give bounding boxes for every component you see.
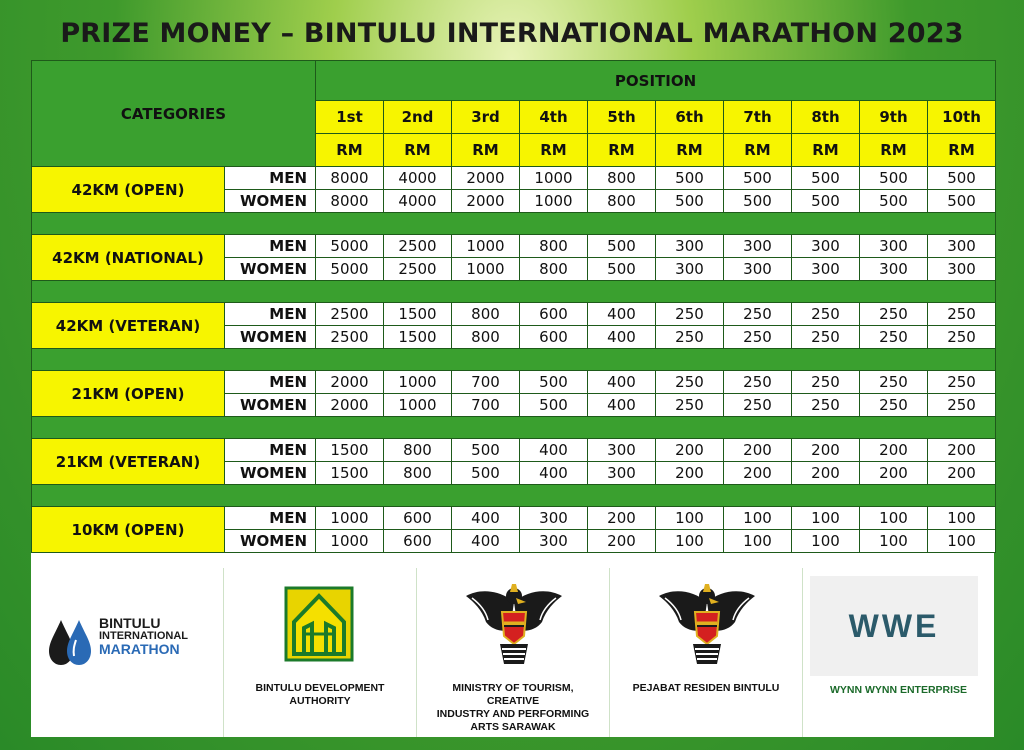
- prize-cell: 600: [384, 507, 452, 530]
- prize-cell: 400: [588, 394, 656, 417]
- prize-cell: 1000: [384, 394, 452, 417]
- page-title: PRIZE MONEY – BINTULU INTERNATIONAL MARATHON 2023: [60, 18, 964, 49]
- currency-label: RM: [520, 134, 588, 167]
- prize-cell: 1000: [452, 258, 520, 281]
- prize-cell: 100: [724, 530, 792, 553]
- prize-cell: 500: [724, 190, 792, 213]
- prize-cell: 250: [724, 326, 792, 349]
- prize-cell: 500: [656, 167, 724, 190]
- gender-label: WOMEN: [225, 394, 316, 417]
- prize-cell: 250: [792, 303, 860, 326]
- prize-cell: 250: [792, 394, 860, 417]
- sponsor-ministry: [417, 568, 610, 737]
- bim-line3: MARATHON: [99, 641, 180, 657]
- category-separator: [32, 213, 996, 235]
- bda-emblem-icon: [284, 586, 354, 662]
- prize-cell: 400: [520, 439, 588, 462]
- prize-cell: 100: [928, 507, 996, 530]
- prize-cell: 250: [724, 394, 792, 417]
- prize-cell: 250: [656, 394, 724, 417]
- table-row: [32, 235, 996, 258]
- bim-drops-icon: [49, 618, 95, 666]
- prize-cell: 500: [792, 190, 860, 213]
- prize-cell: 100: [860, 530, 928, 553]
- position-5-header: 5th: [588, 101, 656, 134]
- category-name: 10KM (OPEN): [32, 507, 225, 553]
- sarawak-crest-icon: [464, 584, 564, 668]
- prize-cell: 300: [792, 235, 860, 258]
- gender-label: MEN: [225, 507, 316, 530]
- prize-cell: 300: [928, 258, 996, 281]
- category-separator: [32, 485, 996, 507]
- prize-cell: 500: [452, 439, 520, 462]
- gender-label: WOMEN: [225, 190, 316, 213]
- prize-cell: 500: [792, 167, 860, 190]
- prize-cell: 100: [928, 530, 996, 553]
- prize-cell: 400: [588, 303, 656, 326]
- prize-cell: 2500: [384, 258, 452, 281]
- prize-cell: 500: [520, 394, 588, 417]
- category-name: 42KM (NATIONAL): [32, 235, 225, 281]
- prize-cell: 250: [656, 371, 724, 394]
- gender-label: MEN: [225, 439, 316, 462]
- prize-cell: 250: [860, 303, 928, 326]
- prize-cell: 100: [860, 507, 928, 530]
- prize-cell: 400: [588, 326, 656, 349]
- sponsor-bim: [31, 568, 224, 737]
- prize-cell: 250: [792, 371, 860, 394]
- position-7-header: 7th: [724, 101, 792, 134]
- prize-cell: 200: [656, 462, 724, 485]
- prize-cell: 300: [588, 439, 656, 462]
- prize-cell: 200: [792, 439, 860, 462]
- category-name: 21KM (VETERAN): [32, 439, 225, 485]
- wwe-caption-1: WYNN WYNN ENTERPRISE: [829, 684, 968, 696]
- prize-cell: 300: [860, 258, 928, 281]
- prize-cell: 800: [520, 258, 588, 281]
- prize-cell: 500: [928, 190, 996, 213]
- prize-cell: 8000: [316, 167, 384, 190]
- prize-cell: 4000: [384, 167, 452, 190]
- prize-cell: 2000: [316, 371, 384, 394]
- table-row: [32, 303, 996, 326]
- prize-cell: 400: [520, 462, 588, 485]
- prize-cell: 200: [792, 462, 860, 485]
- prize-cell: 250: [860, 371, 928, 394]
- prize-cell: 100: [724, 507, 792, 530]
- prize-cell: 1000: [452, 235, 520, 258]
- prize-cell: 500: [452, 462, 520, 485]
- prize-cell: 250: [656, 326, 724, 349]
- prize-cell: 500: [724, 167, 792, 190]
- prize-cell: 2500: [316, 326, 384, 349]
- position-9-header: 9th: [860, 101, 928, 134]
- prize-cell: 500: [928, 167, 996, 190]
- category-separator: [32, 349, 996, 371]
- category-name: 21KM (OPEN): [32, 371, 225, 417]
- prize-cell: 800: [384, 439, 452, 462]
- prize-cell: 700: [452, 371, 520, 394]
- position-10-header: 10th: [928, 101, 996, 134]
- prize-cell: 200: [724, 462, 792, 485]
- ministry-caption-1: MINISTRY OF TOURISM,: [452, 682, 574, 694]
- sponsor-bda: [224, 568, 417, 737]
- prize-cell: 1000: [520, 167, 588, 190]
- prize-cell: 1500: [316, 439, 384, 462]
- prize-cell: 200: [860, 462, 928, 485]
- prize-cell: 4000: [384, 190, 452, 213]
- category-separator: [32, 281, 996, 303]
- prize-cell: 500: [860, 167, 928, 190]
- prize-cell: 600: [520, 303, 588, 326]
- sponsor-wwe: [803, 568, 994, 737]
- prize-cell: 300: [860, 235, 928, 258]
- prize-cell: 1000: [316, 507, 384, 530]
- prize-cell: 100: [656, 530, 724, 553]
- resident-caption-1: PEJABAT RESIDEN BINTULU: [632, 682, 780, 694]
- prize-cell: 300: [928, 235, 996, 258]
- position-4-header: 4th: [520, 101, 588, 134]
- prize-cell: 250: [860, 326, 928, 349]
- prize-cell: 1500: [316, 462, 384, 485]
- currency-label: RM: [588, 134, 656, 167]
- gender-label: MEN: [225, 167, 316, 190]
- prize-cell: 2500: [316, 303, 384, 326]
- prize-cell: 800: [452, 326, 520, 349]
- prize-cell: 400: [452, 507, 520, 530]
- currency-label: RM: [656, 134, 724, 167]
- position-1-header: 1st: [316, 101, 384, 134]
- position-2-header: 2nd: [384, 101, 452, 134]
- prize-cell: 500: [520, 371, 588, 394]
- prize-cell: 200: [588, 507, 656, 530]
- prize-cell: 2000: [316, 394, 384, 417]
- prize-cell: 300: [520, 507, 588, 530]
- gender-label: WOMEN: [225, 326, 316, 349]
- prize-sheet: [31, 60, 994, 737]
- position-8-header: 8th: [792, 101, 860, 134]
- table-row: [32, 167, 996, 190]
- gender-label: WOMEN: [225, 258, 316, 281]
- wwe-logo-text: WWE: [848, 607, 940, 644]
- prize-cell: 800: [452, 303, 520, 326]
- prize-cell: 250: [724, 371, 792, 394]
- bim-logo-text: [99, 617, 188, 656]
- prize-cell: 800: [588, 167, 656, 190]
- table-row: [32, 371, 996, 394]
- prize-cell: 250: [792, 326, 860, 349]
- prize-cell: 2000: [452, 190, 520, 213]
- prize-cell: 1000: [384, 371, 452, 394]
- currency-label: RM: [792, 134, 860, 167]
- prize-cell: 1000: [520, 190, 588, 213]
- category-name: 42KM (VETERAN): [32, 303, 225, 349]
- ministry-caption-2: CREATIVE: [486, 695, 540, 707]
- prize-cell: 200: [928, 439, 996, 462]
- prize-cell: 250: [860, 394, 928, 417]
- table-row: [32, 507, 996, 530]
- sarawak-crest-icon: [657, 584, 757, 668]
- ministry-caption-4: ARTS SARAWAK: [470, 721, 556, 733]
- prize-cell: 300: [792, 258, 860, 281]
- currency-label: RM: [384, 134, 452, 167]
- prize-cell: 300: [588, 462, 656, 485]
- prize-cell: 800: [520, 235, 588, 258]
- prize-cell: 500: [860, 190, 928, 213]
- prize-cell: 2000: [452, 167, 520, 190]
- prize-cell: 5000: [316, 235, 384, 258]
- prize-cell: 1500: [384, 326, 452, 349]
- bim-line2: INTERNATIONAL: [99, 630, 189, 642]
- prize-cell: 2500: [384, 235, 452, 258]
- table-row: [32, 439, 996, 462]
- prize-cell: 250: [724, 303, 792, 326]
- sponsor-resident: [610, 568, 803, 737]
- currency-label: RM: [928, 134, 996, 167]
- prize-cell: 300: [656, 235, 724, 258]
- prize-cell: 500: [588, 235, 656, 258]
- prize-cell: 300: [724, 258, 792, 281]
- prize-cell: 700: [452, 394, 520, 417]
- prize-cell: 100: [656, 507, 724, 530]
- category-name: 42KM (OPEN): [32, 167, 225, 213]
- prize-cell: 200: [656, 439, 724, 462]
- position-header: POSITION: [316, 61, 996, 101]
- sponsor-strip: [31, 568, 994, 737]
- prize-cell: 1500: [384, 303, 452, 326]
- gender-label: WOMEN: [225, 530, 316, 553]
- currency-label: RM: [452, 134, 520, 167]
- position-6-header: 6th: [656, 101, 724, 134]
- prize-cell: 8000: [316, 190, 384, 213]
- prize-cell: 800: [588, 190, 656, 213]
- bda-caption-2: AUTHORITY: [289, 695, 351, 707]
- prize-cell: 400: [588, 371, 656, 394]
- prize-cell: 200: [724, 439, 792, 462]
- gender-label: WOMEN: [225, 462, 316, 485]
- prize-cell: 800: [384, 462, 452, 485]
- prize-cell: 600: [520, 326, 588, 349]
- prize-cell: 300: [724, 235, 792, 258]
- ministry-caption-3: INDUSTRY AND PERFORMING: [436, 708, 590, 720]
- prize-cell: 300: [656, 258, 724, 281]
- prize-cell: 250: [656, 303, 724, 326]
- prize-cell: 200: [588, 530, 656, 553]
- prize-cell: 1000: [316, 530, 384, 553]
- categories-header: CATEGORIES: [32, 61, 316, 167]
- prize-cell: 600: [384, 530, 452, 553]
- bda-caption-1: BINTULU DEVELOPMENT: [255, 682, 385, 694]
- prize-cell: 100: [792, 507, 860, 530]
- gender-label: MEN: [225, 235, 316, 258]
- currency-label: RM: [860, 134, 928, 167]
- bim-line1: BINTULU: [99, 615, 161, 631]
- gender-label: MEN: [225, 303, 316, 326]
- category-separator: [32, 417, 996, 439]
- prize-cell: 200: [928, 462, 996, 485]
- prize-cell: 250: [928, 326, 996, 349]
- prize-cell: 5000: [316, 258, 384, 281]
- prize-cell: 100: [792, 530, 860, 553]
- gender-label: MEN: [225, 371, 316, 394]
- position-3-header: 3rd: [452, 101, 520, 134]
- prize-cell: 500: [656, 190, 724, 213]
- prize-cell: 300: [520, 530, 588, 553]
- prize-cell: 250: [928, 371, 996, 394]
- currency-label: RM: [724, 134, 792, 167]
- prize-cell: 400: [452, 530, 520, 553]
- prize-table: [31, 60, 996, 553]
- prize-cell: 250: [928, 394, 996, 417]
- prize-cell: 500: [588, 258, 656, 281]
- prize-cell: 200: [860, 439, 928, 462]
- prize-cell: 250: [928, 303, 996, 326]
- wwe-logo: [810, 576, 978, 676]
- currency-label: RM: [316, 134, 384, 167]
